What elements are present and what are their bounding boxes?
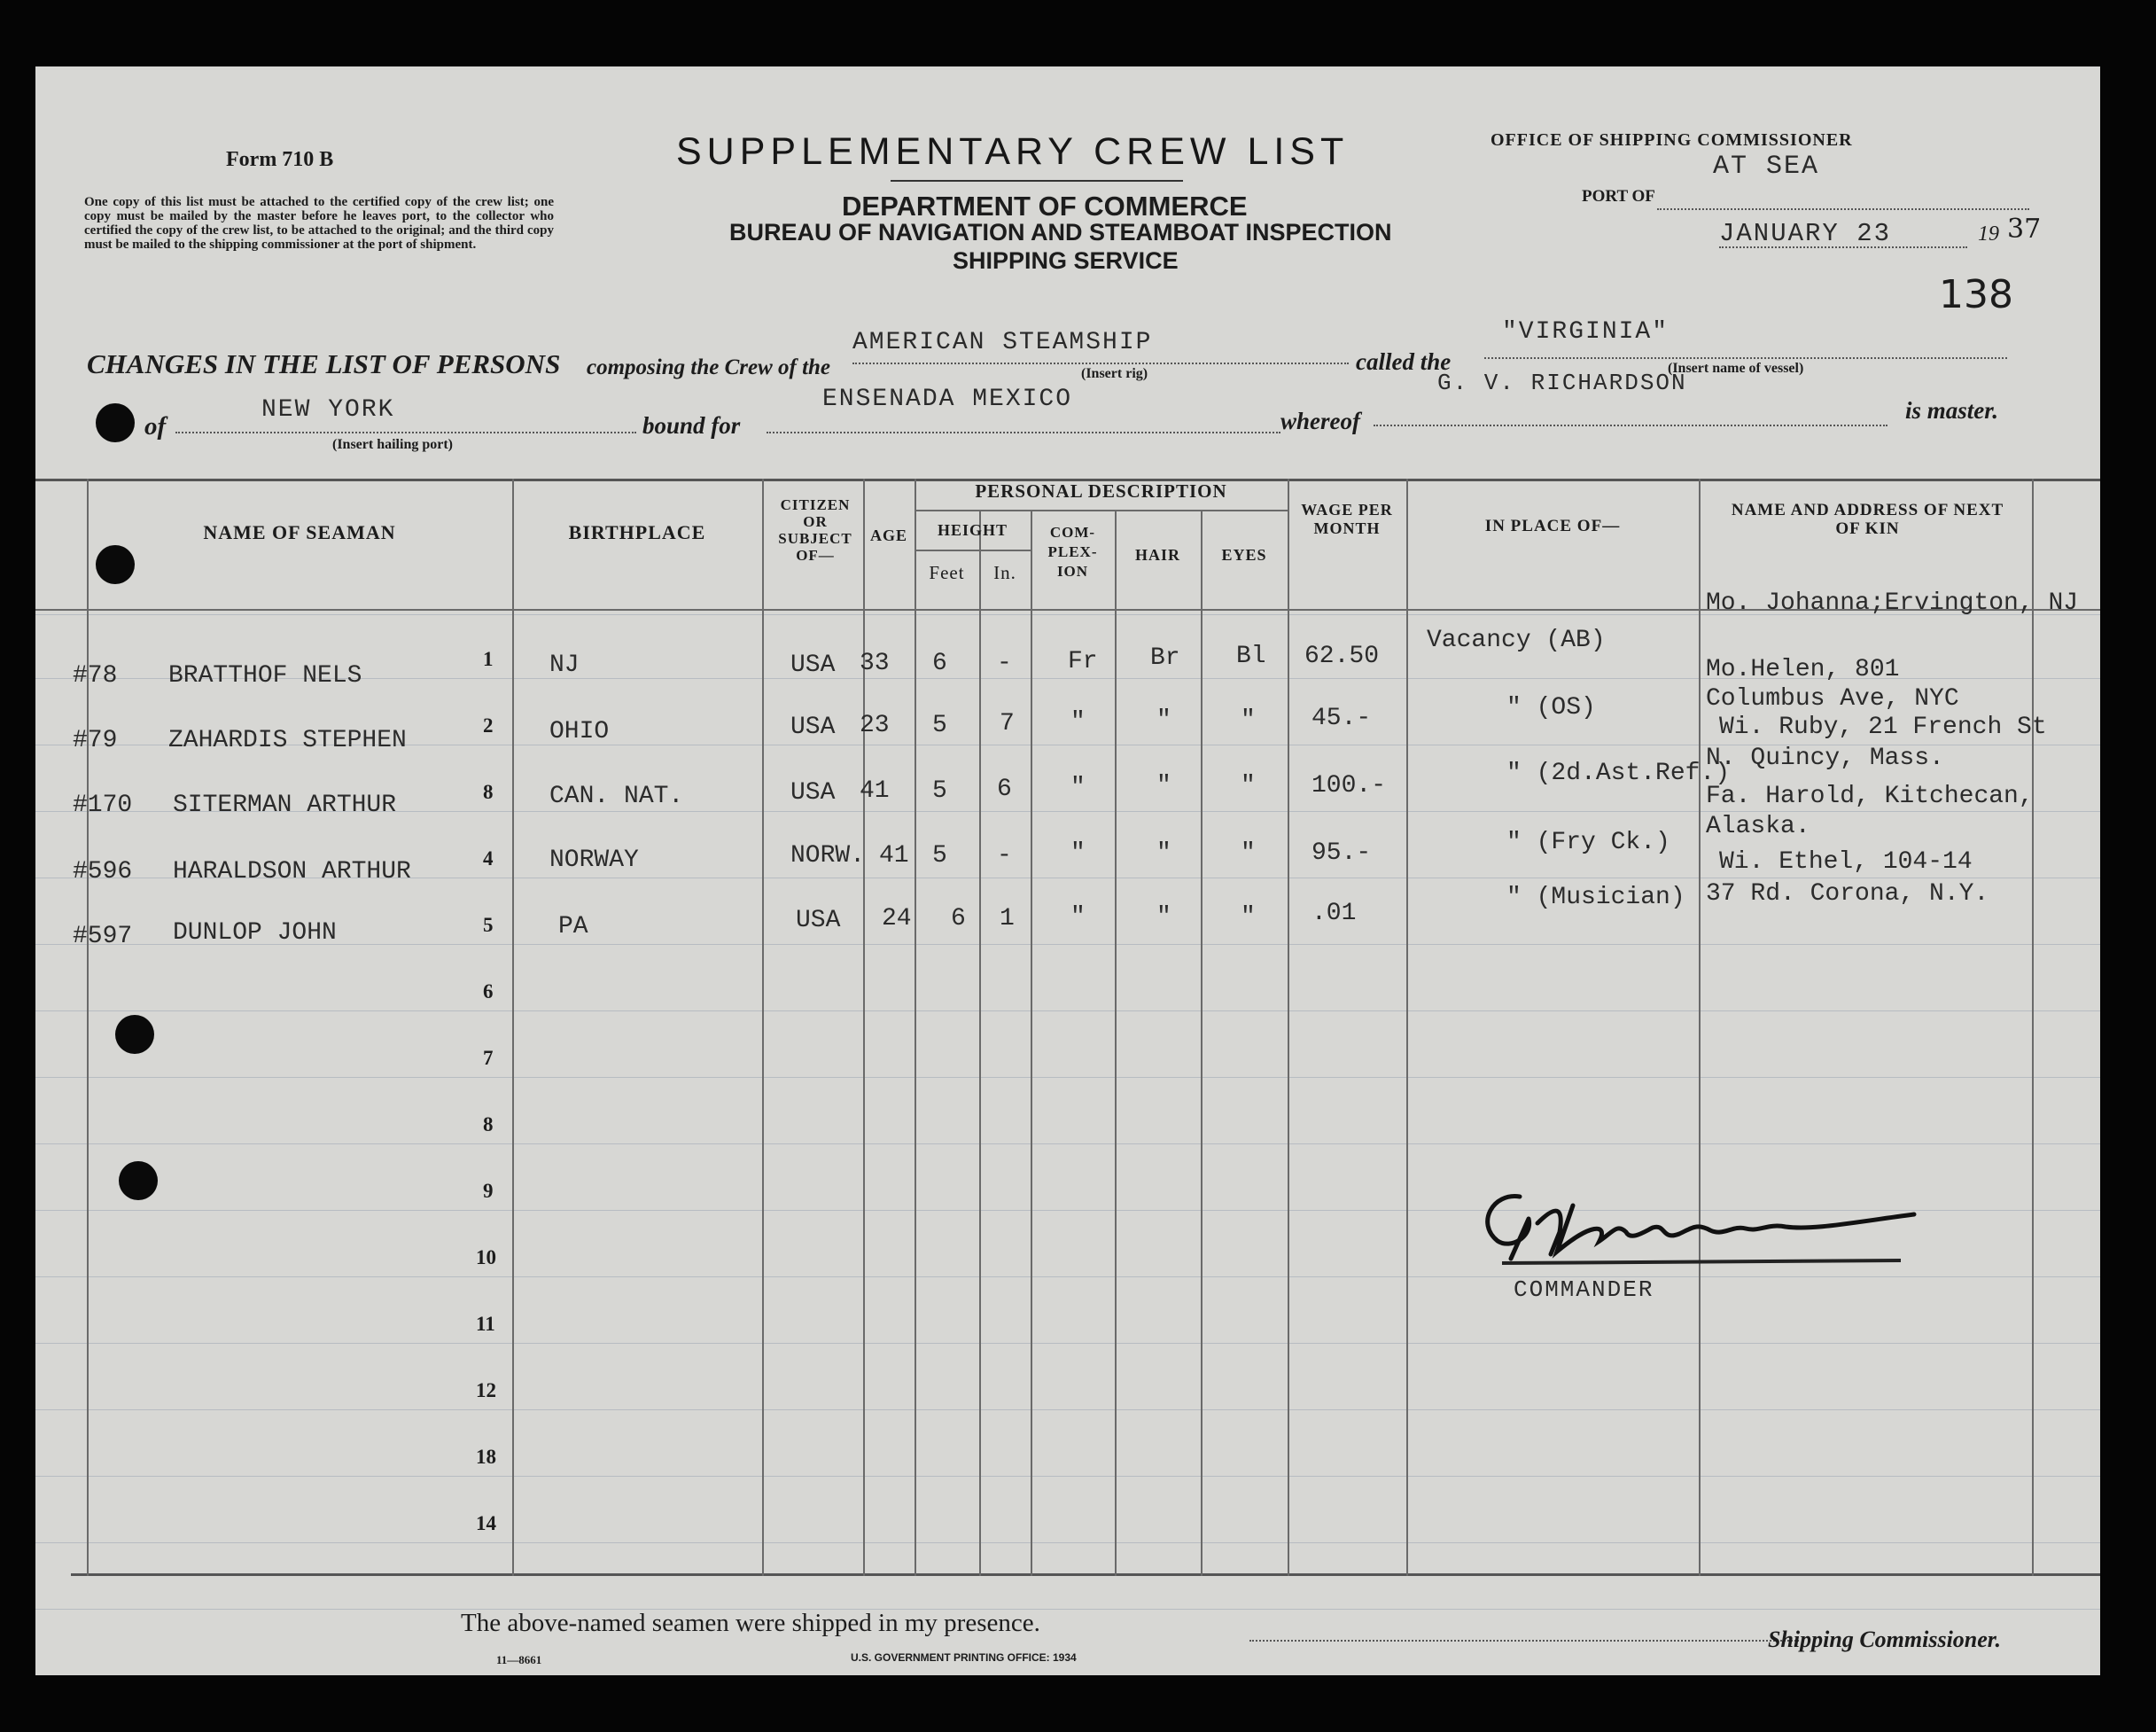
- header-hair: HAIR: [1134, 546, 1180, 564]
- col-line: [2032, 479, 2034, 1576]
- kin-line: Alaska.: [1706, 813, 1810, 840]
- ruled-line: [35, 1343, 2100, 1344]
- height-inches: -: [997, 650, 1012, 677]
- header-next-of-kin: NAME AND ADDRESS OF NEXT OF KIN: [1731, 501, 2004, 538]
- ruled-line: [35, 944, 2100, 945]
- height-feet: 5: [932, 777, 947, 805]
- col-line: [762, 479, 764, 1576]
- row-number: 1: [483, 648, 494, 670]
- vessel-line: [1484, 357, 2007, 359]
- in-place-of: " (Musician): [1506, 884, 1685, 911]
- hailing-value: NEW YORK: [261, 396, 395, 424]
- in-place-of: Vacancy (AB): [1427, 627, 1606, 654]
- ruled-line: [35, 1609, 2100, 1610]
- height-feet: 6: [932, 650, 947, 677]
- header-complexion: COM- PLEX- ION: [1047, 524, 1098, 580]
- port-line: [1657, 208, 2029, 210]
- col-line: [1406, 479, 1408, 1576]
- citizen: USA: [790, 779, 836, 807]
- header-wage: WAGE PER MONTH: [1301, 501, 1393, 537]
- master-signature: [1458, 1170, 1989, 1276]
- date-line: [1719, 246, 1967, 248]
- header-age: AGE: [869, 527, 907, 544]
- age: 41: [879, 842, 909, 870]
- personal-desc-border: [915, 510, 1289, 511]
- complexion: ": [1070, 903, 1086, 931]
- col-line: [1699, 479, 1701, 1576]
- wage: 62.50: [1304, 643, 1380, 670]
- hair: ": [1156, 839, 1171, 867]
- wage: .01: [1312, 900, 1357, 927]
- kin-line: Columbus Ave, NYC: [1706, 685, 1959, 713]
- hailing-caption: (Insert hailing port): [332, 437, 453, 452]
- complexion: ": [1070, 839, 1086, 867]
- row-number: 6: [483, 980, 494, 1003]
- footer-statement: The above-named seamen were shipped in my presence.: [461, 1609, 1040, 1637]
- rig-line: [852, 363, 1349, 364]
- ruled-line: [35, 1276, 2100, 1277]
- commissioner-line: [1249, 1640, 1799, 1642]
- height-inches: 6: [997, 776, 1012, 803]
- seaman-name: DUNLOP JOHN: [173, 919, 337, 947]
- height-border: [915, 550, 1032, 551]
- punch-hole: [96, 545, 135, 584]
- height-inches: -: [997, 842, 1012, 870]
- ruled-line: [35, 1077, 2100, 1078]
- citizen: USA: [790, 714, 836, 741]
- title-underline: [891, 180, 1183, 182]
- col-line: [512, 479, 514, 1576]
- height-feet: 5: [932, 842, 947, 870]
- complexion: ": [1070, 774, 1086, 801]
- changes-label: CHANGES IN THE LIST OF PERSONS: [87, 348, 561, 379]
- ruled-line: [35, 1143, 2100, 1144]
- header-birthplace: BIRTHPLACE: [568, 521, 706, 543]
- commissioner-label: Shipping Commissioner.: [1768, 1627, 2001, 1652]
- ruled-line: [35, 1010, 2100, 1011]
- row-number: 8: [483, 781, 494, 803]
- birthplace: NORWAY: [549, 846, 639, 874]
- kin-line: Mo. Johanna;Ervington, NJ: [1706, 589, 2079, 617]
- header-eyes: EYES: [1221, 546, 1267, 564]
- master-value: G. V. RICHARDSON: [1437, 370, 1687, 396]
- wage: 100.-: [1312, 772, 1387, 800]
- col-line: [1201, 510, 1203, 1576]
- bureau-name: BUREAU OF NAVIGATION AND STEAMBOAT INSPECTION: [729, 219, 1392, 246]
- age: 23: [860, 712, 890, 739]
- table-bottom-border: [71, 1573, 2100, 1576]
- form-title: SUPPLEMENTARY CREW LIST: [676, 130, 1350, 173]
- port-label: PORT OF: [1582, 187, 1655, 206]
- height-feet: 6: [951, 905, 966, 932]
- header-personal-description: PERSONAL DESCRIPTION: [975, 480, 1227, 502]
- rig-value: AMERICAN STEAMSHIP: [852, 329, 1153, 356]
- in-place-of: " (2d.Ast.Ref.): [1506, 760, 1731, 787]
- row-number: 8: [483, 1113, 494, 1135]
- height-inches: 1: [1000, 905, 1015, 932]
- composing-label: composing the Crew of the: [587, 355, 831, 379]
- hair: ": [1156, 903, 1171, 931]
- col-line: [87, 479, 89, 1576]
- eyes: ": [1241, 706, 1256, 734]
- col-line: [1288, 479, 1289, 1576]
- department-name: DEPARTMENT OF COMMERCE: [842, 191, 1248, 222]
- citizen: NORW.: [790, 842, 866, 870]
- eyes: Bl: [1236, 643, 1266, 670]
- office-label: OFFICE OF SHIPPING COMMISSIONER: [1491, 130, 1853, 150]
- header-citizen: CITIZEN OR SUBJECT OF—: [778, 496, 852, 564]
- hair: Br: [1150, 644, 1180, 672]
- bound-line: [767, 432, 1280, 433]
- of-label: of: [144, 412, 167, 441]
- hair: ": [1156, 706, 1171, 734]
- kin-line: Wi. Ruby, 21 French St: [1719, 714, 2047, 741]
- age: 41: [860, 777, 890, 805]
- row-number: 12: [476, 1379, 496, 1401]
- date-value: JANUARY 23: [1719, 219, 1892, 248]
- punch-hole: [115, 1015, 154, 1054]
- called-label: called the: [1356, 348, 1452, 375]
- birthplace: OHIO: [549, 718, 610, 745]
- seaman-name: ZAHARDIS STEPHEN: [168, 727, 407, 754]
- row-number: 5: [483, 914, 494, 936]
- bound-label: bound for: [642, 412, 741, 439]
- form-number: Form 710 B: [226, 148, 334, 171]
- seaman-name: BRATTHOF NELS: [168, 662, 362, 690]
- col-line: [1031, 510, 1032, 1576]
- eyes: ": [1241, 772, 1256, 800]
- printer-credit: U.S. GOVERNMENT PRINTING OFFICE: 1934: [851, 1651, 1077, 1664]
- in-place-of: " (OS): [1506, 694, 1596, 722]
- row-number: 2: [483, 714, 494, 737]
- citizen: USA: [796, 907, 841, 934]
- page-number: 138: [1939, 272, 2013, 317]
- wage: 45.-: [1312, 705, 1372, 732]
- age: 33: [860, 650, 890, 677]
- hailing-line: [175, 432, 636, 433]
- commander-title: COMMANDER: [1514, 1276, 1654, 1303]
- complexion: Fr: [1068, 648, 1098, 675]
- row-number: 10: [476, 1246, 496, 1268]
- seaman-id: #79: [73, 727, 118, 754]
- row-number: 4: [483, 847, 494, 870]
- row-number: 9: [483, 1180, 494, 1202]
- header-in-place-of: IN PLACE OF—: [1484, 517, 1621, 535]
- master-label: is master.: [1905, 397, 1999, 424]
- seaman-id: #78: [73, 662, 118, 690]
- master-line: [1374, 425, 1887, 426]
- row-number: 14: [476, 1512, 496, 1534]
- hair: ": [1156, 772, 1171, 800]
- year-prefix: 19: [1978, 222, 1999, 246]
- instructions-text: One copy of this list must be attached to the certified copy of the crew list; one copy must be mailed by the master before he leaves port, to the collector who certified the copy of the crew list, to be attached to the original; and the third copy must be mailed to the shipping commissioner at the port of shipment.: [84, 195, 554, 252]
- ruled-line: [35, 1542, 2100, 1543]
- header-feet: Feet: [929, 562, 965, 583]
- age: 24: [882, 905, 912, 932]
- ruled-line: [35, 1409, 2100, 1410]
- in-place-of: " (Fry Ck.): [1506, 829, 1670, 856]
- header-inches: In.: [993, 562, 1016, 583]
- birthplace: PA: [558, 913, 588, 940]
- seaman-name: HARALDSON ARTHUR: [173, 858, 411, 886]
- row-number: 11: [476, 1313, 495, 1335]
- office-value: AT SEA: [1713, 152, 1820, 182]
- ruled-line: [35, 1476, 2100, 1477]
- citizen: USA: [790, 651, 836, 679]
- seaman-id: #597: [73, 923, 133, 950]
- punch-hole: [119, 1161, 158, 1200]
- kin-line: Mo.Helen, 801: [1706, 656, 1900, 683]
- whereof-label: whereof: [1280, 408, 1360, 434]
- header-height: HEIGHT: [937, 521, 1008, 539]
- service-name: SHIPPING SERVICE: [953, 247, 1179, 274]
- kin-line: N. Quincy, Mass.: [1706, 745, 1944, 772]
- col-line: [979, 510, 981, 1576]
- height-feet: 5: [932, 712, 947, 739]
- row-number: 18: [476, 1446, 496, 1468]
- year-suffix: 37: [2007, 214, 2042, 245]
- header-name: NAME OF SEAMAN: [203, 521, 396, 543]
- punch-hole: [96, 403, 135, 442]
- height-inches: 7: [1000, 710, 1015, 737]
- kin-line: 37 Rd. Corona, N.Y.: [1706, 880, 1989, 908]
- kin-line: Fa. Harold, Kitchecan,: [1706, 783, 2034, 810]
- bound-value: ENSENADA MEXICO: [822, 386, 1073, 413]
- birthplace: CAN. NAT.: [549, 783, 684, 810]
- seaman-id: #170: [73, 792, 133, 819]
- seaman-id: #596: [73, 858, 133, 886]
- seaman-name: SITERMAN ARTHUR: [173, 792, 397, 819]
- crew-list-form: [35, 66, 2100, 1675]
- kin-line: Wi. Ethel, 104-14: [1719, 848, 1973, 876]
- eyes: ": [1241, 903, 1256, 931]
- row-number: 7: [483, 1047, 494, 1069]
- vessel-value: "VIRGINIA": [1502, 318, 1670, 346]
- rig-caption: (Insert rig): [1081, 366, 1148, 381]
- col-line: [1115, 510, 1117, 1576]
- eyes: ": [1241, 839, 1256, 867]
- col-line: [915, 479, 916, 1576]
- footer-code: 11—8661: [496, 1653, 542, 1666]
- col-line: [863, 479, 865, 1576]
- complexion: ": [1070, 708, 1086, 736]
- vessel-caption: (Insert name of vessel): [1668, 361, 1804, 376]
- birthplace: NJ: [549, 651, 580, 679]
- wage: 95.-: [1312, 839, 1372, 867]
